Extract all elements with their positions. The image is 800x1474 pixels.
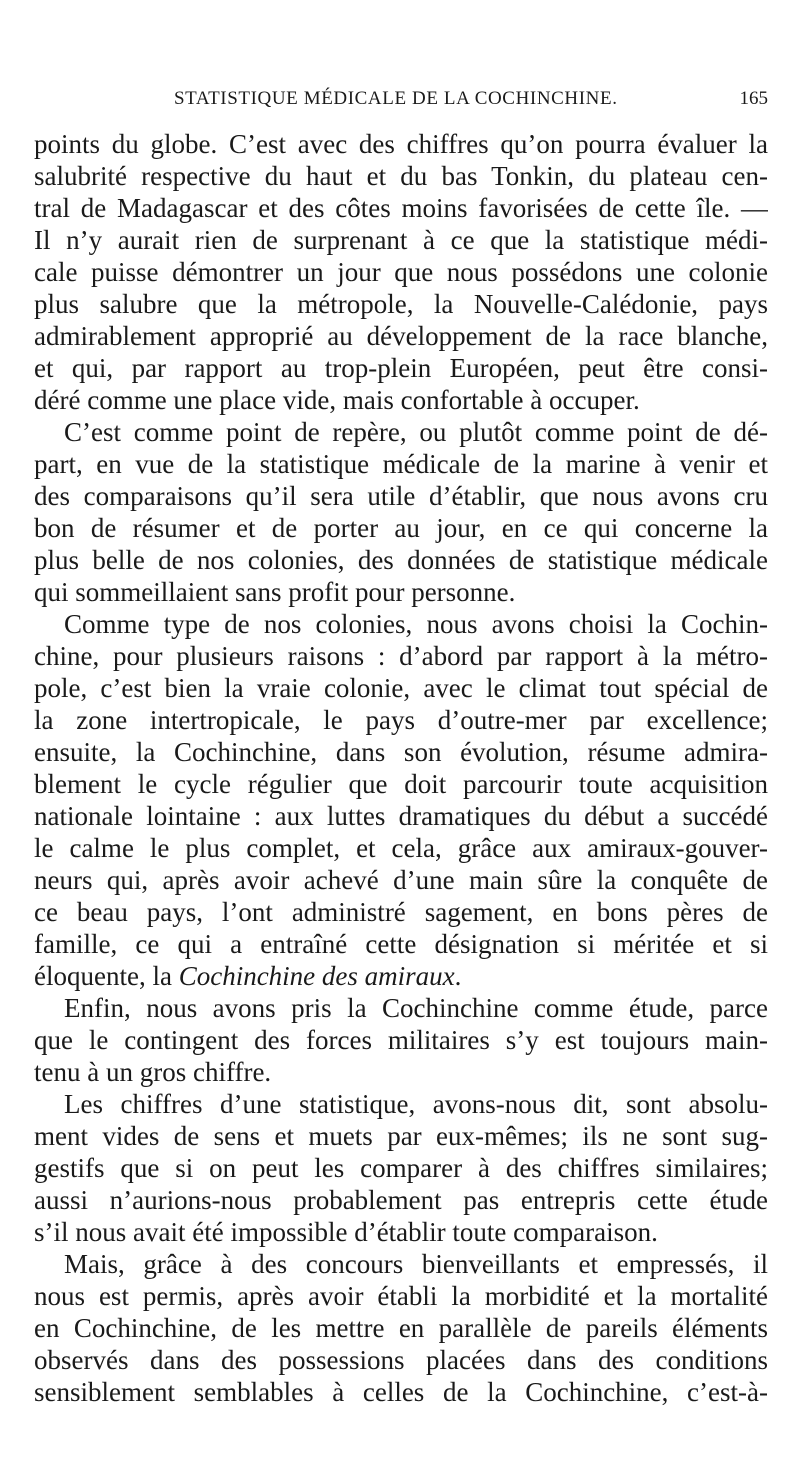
text-line [34, 896, 768, 928]
text-line [34, 832, 768, 864]
text-line-content: que le contingent des forces militaires s’y est toujours main- [34, 1025, 768, 1055]
text-line [34, 1056, 768, 1088]
text-line-content: aussi n’aurions-nous probablement pas entrepris cette étude [34, 1185, 768, 1215]
text-line-content: ensuite, la Cochinchine, dans son évolution, résume admira- [34, 737, 768, 767]
text-line [34, 640, 768, 672]
text-line [34, 1248, 768, 1280]
text-line-content: ce beau pays, l’ont administré sagement, en bons pères de [34, 897, 768, 927]
text-line-content: pole, c’est bien la vraie colonie, avec le climat tout spécial de [34, 673, 768, 703]
text-line-content: s’il nous avait été impossible d’établir toute comparaison. [34, 1217, 658, 1247]
text-line-content: chine, pour plusieurs raisons : d’abord par rapport à la métro- [34, 641, 768, 671]
text-line-content: blement le cycle régulier que doit parcourir toute acquisition [34, 769, 768, 799]
text-line-content: bon de résumer et de porter au jour, en ce qui concerne la [34, 513, 768, 543]
text-line-content: Comme type de nos colonies, nous avons choisi la Cochin- [64, 609, 768, 639]
text-line [34, 1088, 768, 1120]
text-line [34, 288, 768, 320]
text-line [34, 416, 768, 448]
text-line [34, 1216, 768, 1248]
text-line-content: le calme le plus complet, et cela, grâce aux amiraux-gouver- [34, 833, 768, 863]
text-line-content: qui sommeillaient sans profit pour personne. [34, 577, 516, 607]
text-line [34, 928, 768, 960]
body-text [34, 128, 768, 1408]
text-line-content: ment vides de sens et muets par eux-mêmes; ils ne sont sug- [34, 1121, 768, 1151]
text-line-content: éloquente, la [34, 961, 179, 991]
text-line-content: points du globe. C’est avec des chiffres qu’on pourra évaluer la [34, 129, 768, 159]
text-line-content: tenu à un gros chiffre. [34, 1057, 272, 1087]
text-line-content: et qui, par rapport au trop-plein Européen, peut être consi- [34, 353, 768, 383]
italic-phrase: Cochinchine des amiraux [178, 961, 455, 991]
text-line [34, 512, 768, 544]
text-line-suffix: . [454, 961, 462, 991]
text-line-content: part, en vue de la statistique médicale de la marine à venir et [34, 449, 768, 479]
text-line-content: Enfin, nous avons pris la Cochinchine comme étude, parce [64, 993, 768, 1023]
text-line [34, 1344, 768, 1376]
text-line [34, 1120, 768, 1152]
running-head: STATISTIQUE MÉDICALE DE LA COCHINCHINE. [174, 88, 618, 109]
text-line [34, 768, 768, 800]
text-line-content: cale puisse démontrer un jour que nous possédons une colonie [34, 257, 768, 287]
text-line [34, 384, 768, 416]
page-number: 165 [739, 88, 768, 109]
text-line [34, 608, 768, 640]
text-line [34, 1280, 768, 1312]
text-line [34, 1312, 768, 1344]
text-line-content: Il n’y aurait rien de surprenant à ce que la statistique médi- [34, 225, 768, 255]
text-line [34, 192, 768, 224]
text-line [34, 1152, 768, 1184]
text-line-content: Mais, grâce à des concours bienveillants et empressés, il [64, 1249, 768, 1279]
page-header [34, 88, 768, 118]
text-line-content: nationale lointaine : aux luttes dramatiques du début a succédé [34, 801, 768, 831]
text-line [34, 960, 768, 992]
text-line [34, 1024, 768, 1056]
text-line-content: famille, ce qui a entraîné cette désignation si méritée et si [34, 929, 768, 959]
text-line [34, 544, 768, 576]
text-line-content: nous est permis, après avoir établi la morbidité et la mortalité [34, 1281, 768, 1311]
text-line [34, 448, 768, 480]
text-line-content: plus salubre que la métropole, la Nouvelle-Calédonie, pays [34, 289, 768, 319]
text-line-content: plus belle de nos colonies, des données de statistique médicale [34, 545, 768, 575]
text-line [34, 160, 768, 192]
text-line [34, 1184, 768, 1216]
text-line-content: tral de Madagascar et des côtes moins favorisées de cette île. — [34, 193, 768, 223]
text-line [34, 256, 768, 288]
text-line-content: en Cochinchine, de les mettre en parallèle de pareils éléments [34, 1313, 768, 1343]
text-line [34, 864, 768, 896]
text-line [34, 1376, 768, 1408]
text-line [34, 320, 768, 352]
text-line [34, 672, 768, 704]
text-line-content: déré comme une place vide, mais confortable à occuper. [34, 385, 640, 415]
text-line [34, 736, 768, 768]
text-line-content: admirablement approprié au développement de la race blanche, [34, 321, 768, 351]
text-line [34, 480, 768, 512]
text-line [34, 576, 768, 608]
text-line [34, 800, 768, 832]
text-line [34, 704, 768, 736]
text-line-content: des comparaisons qu’il sera utile d’établir, que nous avons cru [34, 481, 768, 511]
text-line-content: observés dans des possessions placées dans des conditions [34, 1345, 768, 1375]
text-line-content: neurs qui, après avoir achevé d’une main sûre la conquête de [34, 865, 768, 895]
text-line-content: Les chiffres d’une statistique, avons-nous dit, sont absolu- [64, 1089, 768, 1119]
text-line-content: la zone intertropicale, le pays d’outre-mer par excellence; [34, 705, 768, 735]
text-line [34, 224, 768, 256]
text-line-content: gestifs que si on peut les comparer à des chiffres similaires; [34, 1153, 768, 1183]
text-line [34, 128, 768, 160]
text-line-content: sensiblement semblables à celles de la Cochinchine, c’est-à- [34, 1377, 768, 1407]
text-line [34, 352, 768, 384]
text-line-content: C’est comme point de repère, ou plutôt comme point de dé- [64, 417, 768, 447]
text-line [34, 992, 768, 1024]
text-line-content: salubrité respective du haut et du bas Tonkin, du plateau cen- [34, 161, 768, 191]
